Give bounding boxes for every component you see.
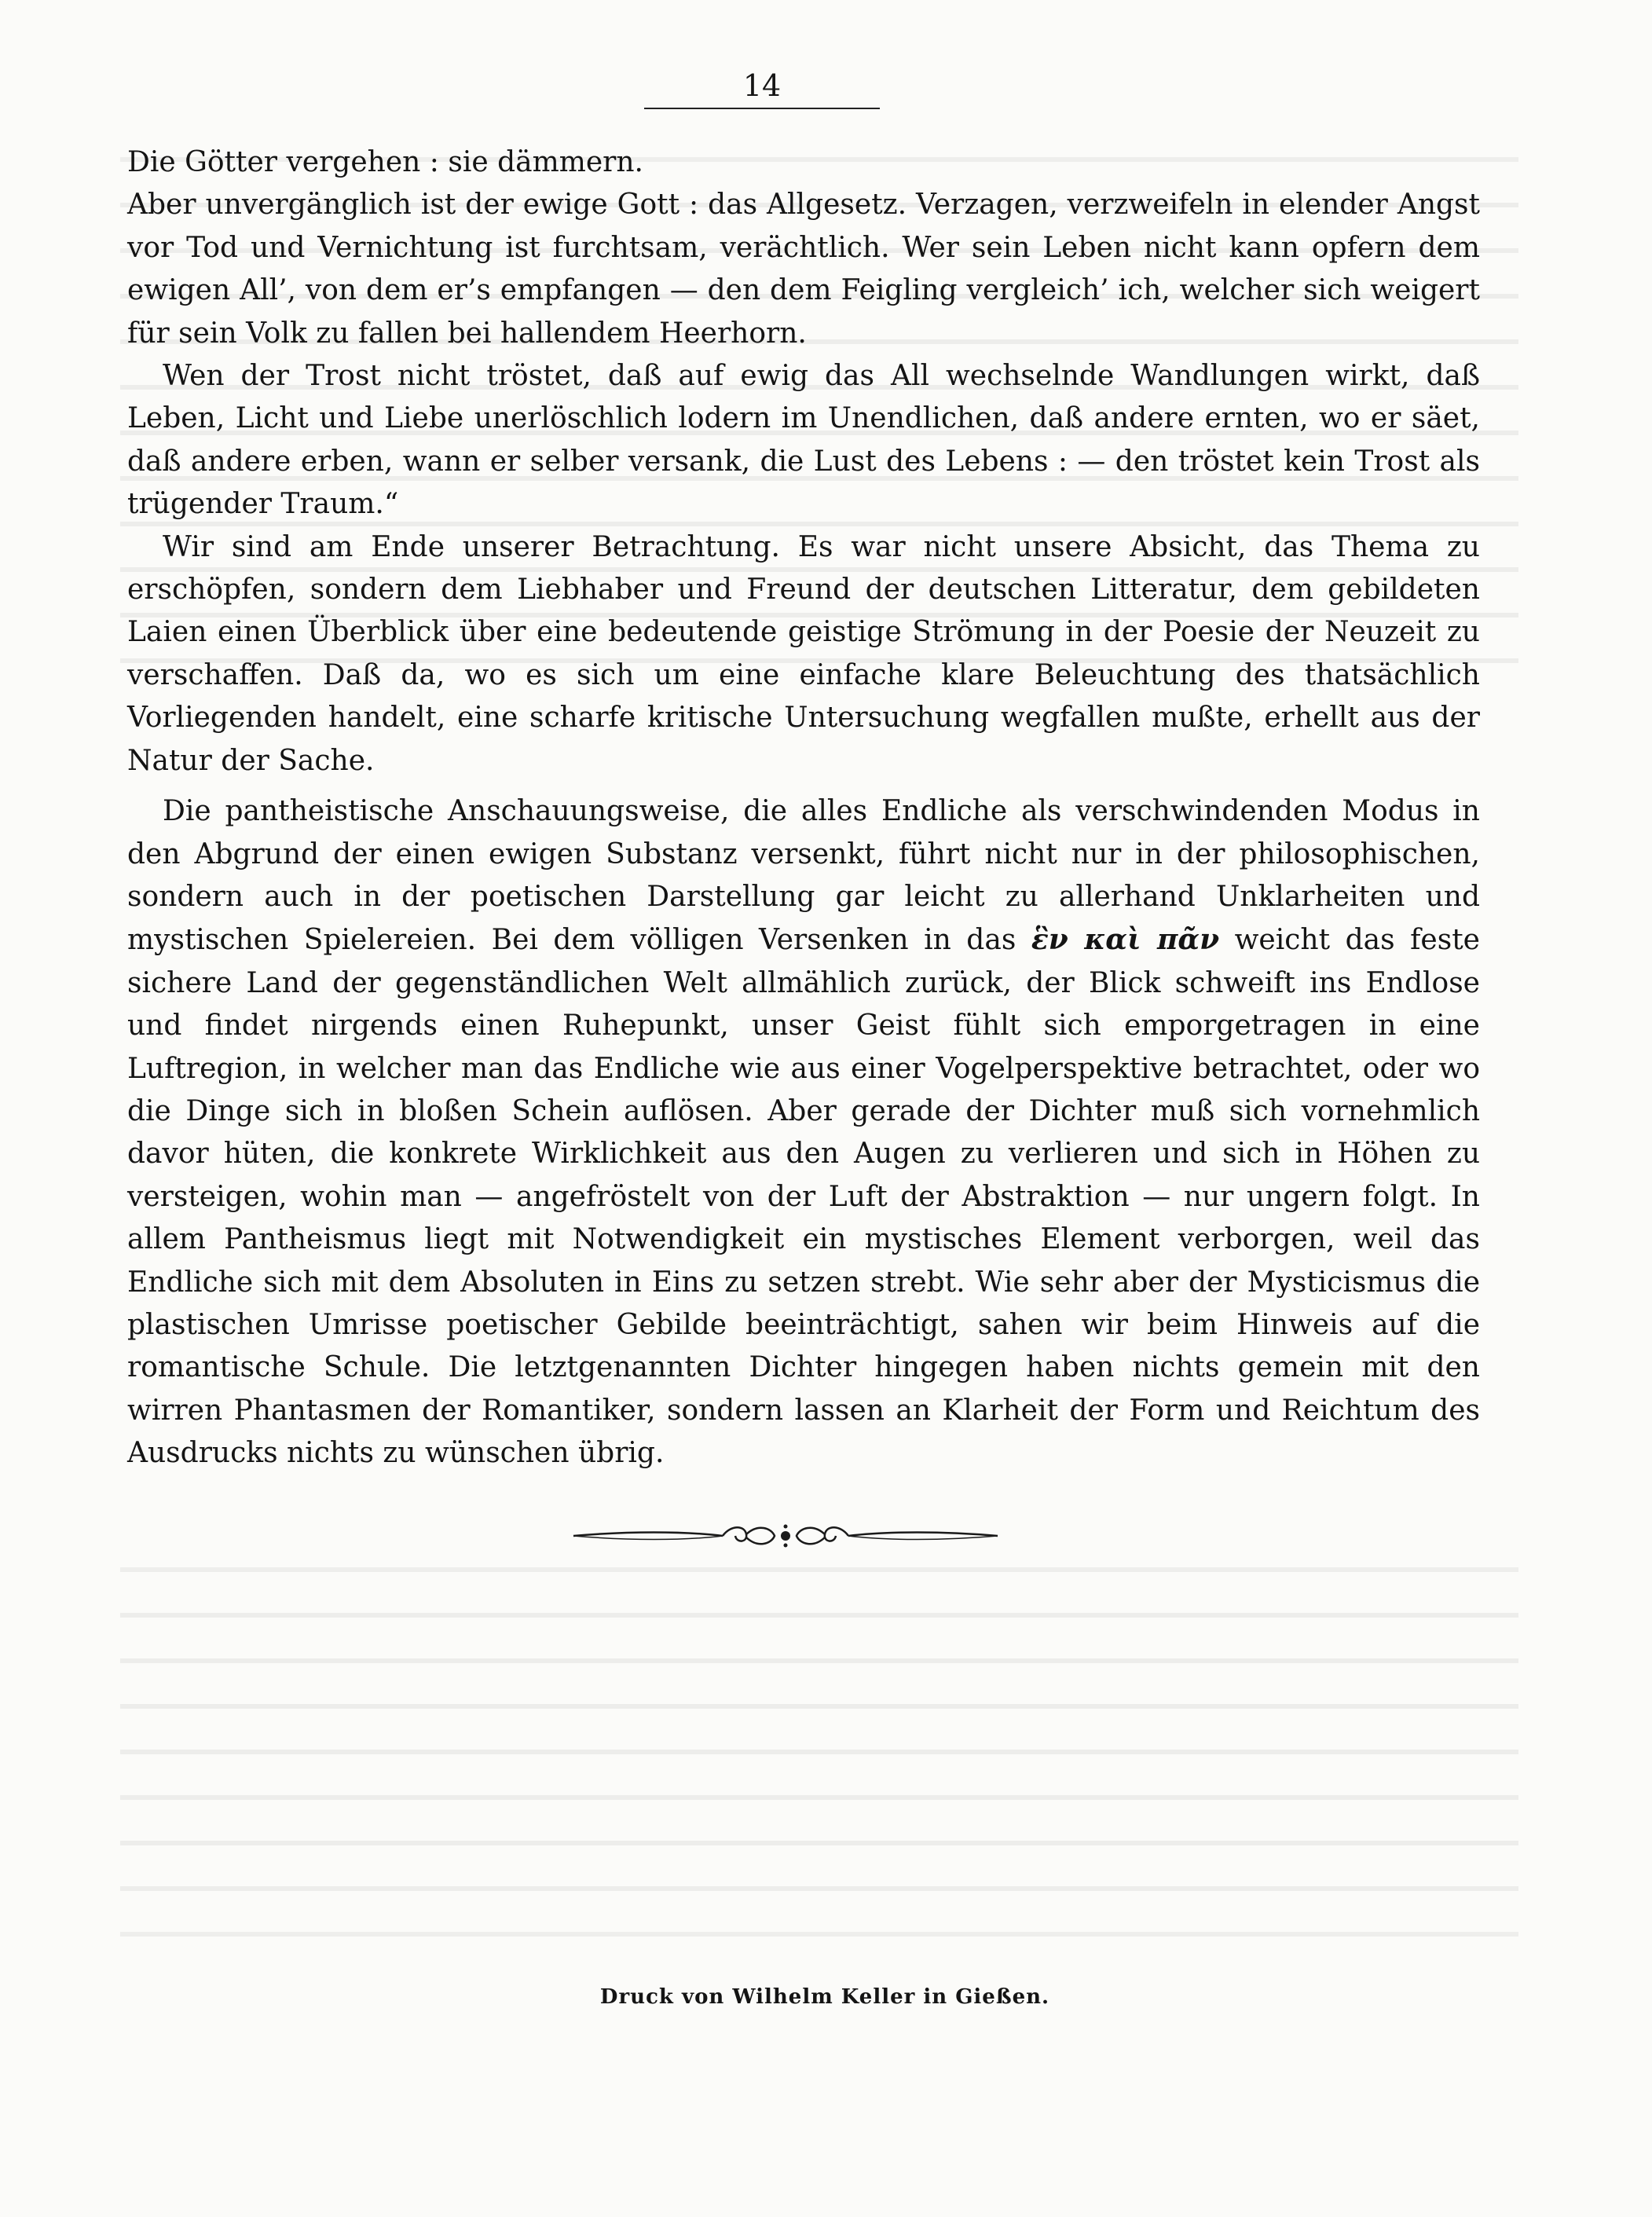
header-rule (644, 108, 880, 109)
printer-imprint: Druck von Wilhelm Keller in Gießen. (599, 1985, 1050, 2009)
paragraph-5-text-after: weicht das feste sichere Land der gegenständlichen Welt allmählich zurück, der Blick schweift ins Endlose und findet nirgends einen Ruhepunkt, unser Geist fühlt sich emporgetragen in eine Luftregion, in welcher man das Endliche wie aus einer Vogelperspektive betrachtet, oder wo die Dinge sich in bloßen Schein auflösen. Aber gerade der Dichter muß sich vornehmlich davor hüten, die konkrete Wirklichkeit aus den Augen zu verlieren und sich in Höhen zu versteigen, wohin man — angefröstelt von der Luft der Abstraktion — nur ungern folgt. In allem Pantheismus liegt mit Notwendigkeit ein mystisches Element verborgen, weil das Endliche sich mit dem Absoluten in Eins zu setzen strebt. Wie sehr aber der Mysticismus die plastischen Umrisse poetischer Gebilde beeinträchtigt, sahen wir beim Hinweis auf die romantische Schule. Die letztgenannten Dichter hingegen haben nichts gemein mit den wirren Phantasmen der Romantiker, sondern lassen an Klarheit der Form und Reichtum des Ausdrucks nichts zu wünschen übrig. (127, 924, 1480, 1470)
paragraph-4: Wir sind am Ende unserer Betrachtung. Es war nicht unsere Absicht, das Thema zu erschöpfen, sondern dem Liebhaber und Freund der deutschen Litteratur, dem gebildeten Laien einen Überblick über eine bedeutende geistige Strömung in der Poesie der Neuzeit zu verschaffen. Daß da, wo es sich um eine einfache klare Beleuchtung des thatsächlich Vorliegenden handelt, eine scharfe kritische Untersuchung wegfallen mußte, erhellt aus der Natur der Sache. (127, 530, 1480, 777)
paragraph-5-text-before: Die pantheistische Anschauungsweise, die alles Endliche als verschwindenden Modus in den Abgrund der einen ewigen Substanz versenkt, führt nicht nur in der philosophischen, sondern auch in der poetischen Darstellung gar leicht zu allerhand Unklarheiten und mystischen Spielereien. Bei dem völligen Versenken in das (127, 795, 1480, 957)
page-number: 14 (742, 68, 782, 103)
page-header (644, 67, 880, 104)
paragraph-5 (127, 790, 1480, 1475)
ornamental-divider (566, 1520, 1005, 1552)
body-text (127, 141, 1480, 1475)
greek-phrase: ἓν καὶ πᾶν (1031, 923, 1220, 957)
paragraph-3: Wen der Trost nicht tröstet, daß auf ewig das All wechselnde Wandlungen wirkt, daß Leben, Licht und Liebe unerlöschlich lodern im Unendlichen, daß andere ernten, wo er säet, daß andere erben, wann er selber versank, die Lust des Lebens : — den tröstet kein Trost als trügender Traum.“ (127, 360, 1480, 521)
paragraph-1: Die Götter vergehen : sie dämmern. (127, 146, 643, 178)
paragraph-2: Aber unvergänglich ist der ewige Gott : das Allgesetz. Verzagen, verzweifeln in elender Angst vor Tod und Vernichtung ist furchtsam, verächtlich. Wer sein Leben nicht kann opfern dem ewigen All’, von dem er’s empfangen — den dem Feigling vergleich’ ich, welcher sich weigert für sein Volk zu fallen bei hallendem Heerhorn. (127, 189, 1480, 350)
